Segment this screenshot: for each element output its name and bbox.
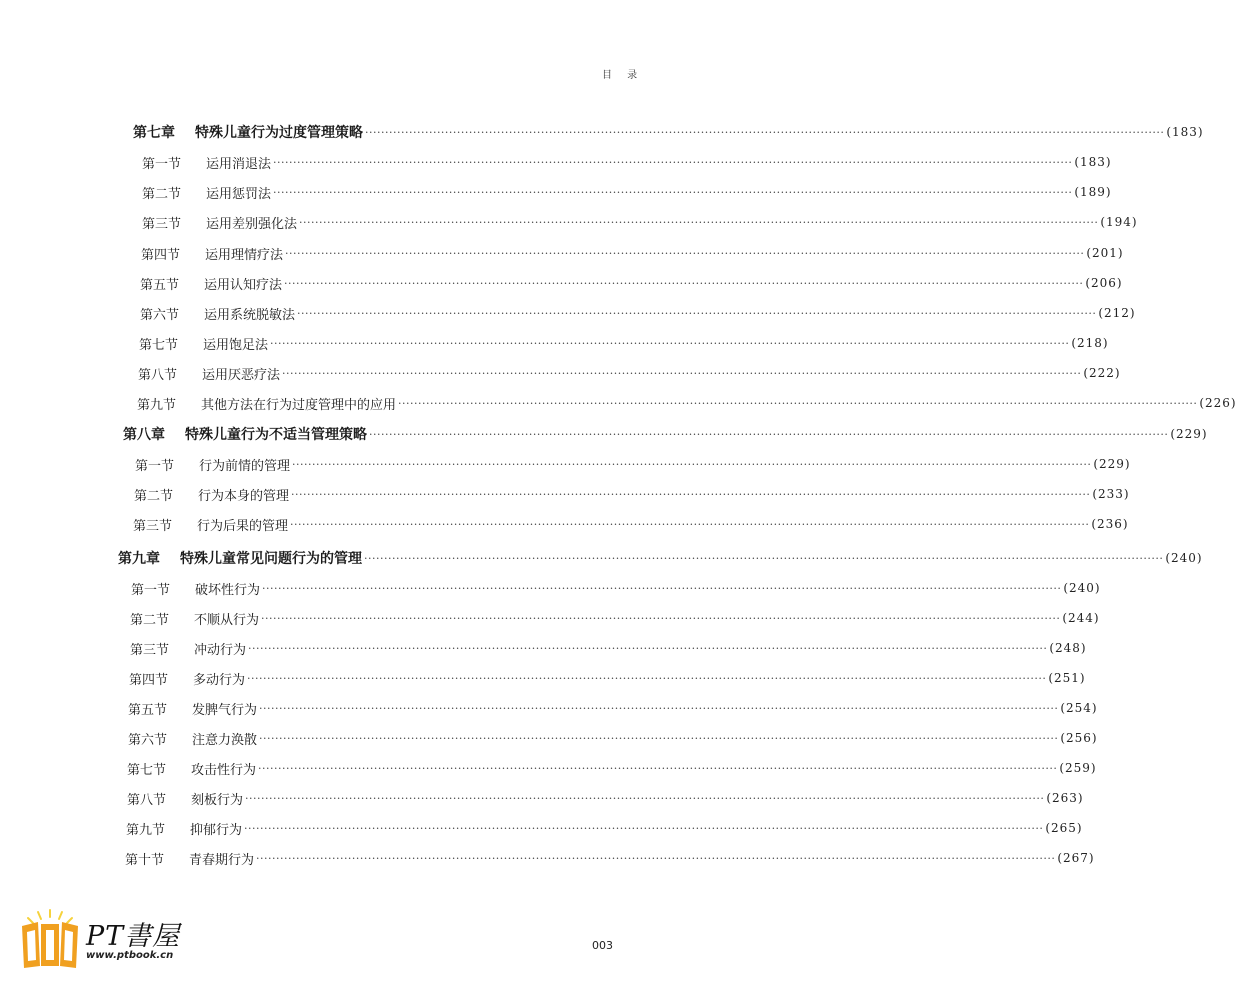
- toc-title: 抑郁行为: [190, 822, 243, 838]
- toc-leader: ········································································································································································································: [291, 487, 1091, 501]
- toc-title: 冲动行为: [194, 642, 247, 658]
- toc-page: (218): [1071, 336, 1109, 350]
- toc-number: 第二节: [134, 488, 174, 504]
- toc-page: (226): [1199, 396, 1237, 410]
- toc-leader: ········································································································································································································: [259, 701, 1059, 715]
- toc-section: [138, 362, 1121, 384]
- toc-title: 不顺从行为: [194, 612, 260, 628]
- toc-page: (206): [1085, 276, 1123, 290]
- toc-number: 第六节: [140, 307, 180, 323]
- toc-leader: ········································································································································································································: [369, 427, 1169, 441]
- toc-leader: ········································································································································································································: [365, 125, 1165, 139]
- toc-number: 第一节: [142, 156, 182, 172]
- toc-number: 第九章: [118, 551, 160, 567]
- toc-section: [133, 513, 1129, 535]
- watermark-logo: [10, 908, 200, 974]
- toc-page: (189): [1074, 185, 1112, 199]
- toc-page: (244): [1062, 611, 1100, 625]
- watermark-url: www.ptbook.cn: [86, 950, 174, 961]
- toc-leader: ········································································································································································································: [245, 791, 1045, 805]
- toc-number: 第七章: [133, 125, 175, 141]
- toc-page: (229): [1170, 427, 1208, 441]
- toc-leader: ········································································································································································································: [247, 671, 1047, 685]
- toc-title: 青春期行为: [189, 852, 255, 868]
- toc-title: 运用理情疗法: [205, 247, 284, 263]
- running-head: 目 录: [602, 70, 644, 81]
- toc-page: (222): [1083, 366, 1121, 380]
- toc-title: 运用厌恶疗法: [202, 367, 281, 383]
- toc-section: [134, 483, 1130, 505]
- toc-title: 运用系统脱敏法: [204, 307, 296, 323]
- toc-leader: ········································································································································································································: [282, 366, 1082, 380]
- toc-number: 第三节: [133, 518, 173, 534]
- toc-title: 发脾气行为: [192, 702, 258, 718]
- toc-section: [135, 453, 1131, 475]
- toc-section: [130, 607, 1100, 629]
- toc-number: 第三节: [130, 642, 170, 658]
- toc-title: 运用饱足法: [203, 337, 269, 353]
- toc-section: [129, 667, 1086, 689]
- toc-page: (254): [1060, 701, 1098, 715]
- toc-leader: ········································································································································································································: [297, 306, 1097, 320]
- toc-leader: ········································································································································································································: [364, 551, 1164, 565]
- toc-page: (259): [1059, 761, 1097, 775]
- toc-number: 第九节: [126, 822, 166, 838]
- toc-number: 第六节: [128, 732, 168, 748]
- toc-section: [142, 151, 1112, 173]
- toc-leader: ········································································································································································································: [256, 851, 1056, 865]
- toc-section: [128, 727, 1098, 749]
- toc-title: 多动行为: [193, 672, 246, 688]
- toc-title: 刻板行为: [191, 792, 244, 808]
- toc-page: (265): [1045, 821, 1083, 835]
- toc-leader: ········································································································································································································: [290, 517, 1090, 531]
- toc-section: [137, 392, 1237, 414]
- toc-leader: ········································································································································································································: [284, 276, 1084, 290]
- toc-leader: ········································································································································································································: [261, 611, 1061, 625]
- toc-section: [130, 637, 1087, 659]
- toc-title: 破坏性行为: [195, 582, 261, 598]
- toc-page: (201): [1086, 246, 1124, 260]
- toc-chapter: [123, 423, 1208, 445]
- toc-page: (183): [1166, 125, 1204, 139]
- toc-number: 第十节: [125, 852, 165, 868]
- toc-section: [142, 181, 1112, 203]
- toc-number: 第一节: [131, 582, 171, 598]
- toc-title: 特殊儿童行为过度管理策略: [195, 125, 363, 141]
- toc-number: 第八节: [138, 367, 178, 383]
- toc-leader: ········································································································································································································: [292, 457, 1092, 471]
- toc-title: 运用消退法: [206, 156, 272, 172]
- toc-page: (212): [1098, 306, 1136, 320]
- toc-page: (183): [1074, 155, 1112, 169]
- toc-number: 第四节: [129, 672, 169, 688]
- toc-number: 第九节: [137, 397, 177, 413]
- toc-title: 行为后果的管理: [197, 518, 289, 534]
- toc-title: 注意力涣散: [192, 732, 258, 748]
- toc-leader: ········································································································································································································: [285, 246, 1085, 260]
- toc-leader: ········································································································································································································: [299, 215, 1099, 229]
- toc-section: [142, 211, 1138, 233]
- toc-section: [140, 272, 1123, 294]
- toc-page: (267): [1057, 851, 1095, 865]
- toc-number: 第一节: [135, 458, 175, 474]
- toc-leader: ········································································································································································································: [248, 641, 1048, 655]
- toc-section: [125, 847, 1095, 869]
- toc-number: 第八节: [127, 792, 167, 808]
- toc-leader: ········································································································································································································: [262, 581, 1062, 595]
- toc-title: 运用差别强化法: [206, 216, 298, 232]
- toc-title: 攻击性行为: [191, 762, 257, 778]
- toc-section: [126, 817, 1083, 839]
- toc-number: 第七节: [139, 337, 179, 353]
- toc-number: 第三节: [142, 216, 182, 232]
- toc-number: 第五节: [128, 702, 168, 718]
- toc-leader: ········································································································································································································: [258, 761, 1058, 775]
- toc-page: (248): [1049, 641, 1087, 655]
- toc-leader: ········································································································································································································: [270, 336, 1070, 350]
- toc-section: [141, 242, 1124, 264]
- toc-title: 运用惩罚法: [206, 186, 272, 202]
- toc-title: 行为本身的管理: [198, 488, 290, 504]
- toc-title: 特殊儿童常见问题行为的管理: [180, 551, 362, 567]
- toc-page: (236): [1091, 517, 1129, 531]
- toc-section: [131, 577, 1101, 599]
- toc-number: 第二节: [130, 612, 170, 628]
- toc-number: 第五节: [140, 277, 180, 293]
- toc-page: (194): [1100, 215, 1138, 229]
- toc-page: (240): [1165, 551, 1203, 565]
- toc-title: 运用认知疗法: [204, 277, 283, 293]
- toc-title: 其他方法在行为过度管理中的应用: [201, 397, 397, 413]
- toc-number: 第二节: [142, 186, 182, 202]
- toc-title: 特殊儿童行为不适当管理策略: [185, 427, 367, 443]
- watermark-logo-text: PT書屋: [86, 921, 181, 952]
- toc-page: (256): [1060, 731, 1098, 745]
- toc-section: [128, 697, 1098, 719]
- toc-chapter: [118, 547, 1203, 569]
- toc-chapter: [133, 121, 1204, 143]
- toc-title: 行为前情的管理: [199, 458, 291, 474]
- toc-leader: ········································································································································································································: [273, 185, 1073, 199]
- page-number: 003: [592, 939, 613, 952]
- toc-leader: ········································································································································································································: [273, 155, 1073, 169]
- book-icon: [18, 908, 82, 970]
- toc-section: [127, 757, 1097, 779]
- toc-leader: ········································································································································································································: [398, 396, 1198, 410]
- toc-page: (263): [1046, 791, 1084, 805]
- toc-leader: ········································································································································································································: [244, 821, 1044, 835]
- toc-page: (229): [1093, 457, 1131, 471]
- toc-section: [139, 332, 1109, 354]
- toc-page: (240): [1063, 581, 1101, 595]
- toc-page: (233): [1092, 487, 1130, 501]
- toc-number: 第四节: [141, 247, 181, 263]
- toc-page: (251): [1048, 671, 1086, 685]
- toc-leader: ········································································································································································································: [259, 731, 1059, 745]
- toc-number: 第七节: [127, 762, 167, 778]
- toc-section: [140, 302, 1136, 324]
- toc-number: 第八章: [123, 427, 165, 443]
- toc-section: [127, 787, 1084, 809]
